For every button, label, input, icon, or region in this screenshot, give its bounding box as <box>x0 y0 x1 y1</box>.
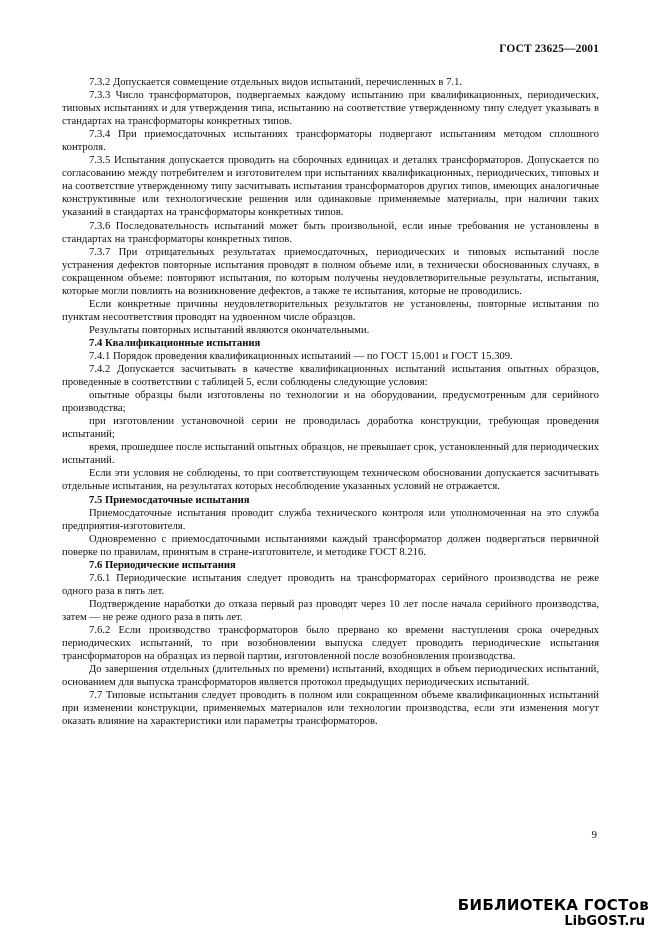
paragraph-7-5-service: Приемосдаточные испытания проводит служба технического контроля или уполномоченная на это служба предприятия-изготовителя. <box>62 507 599 532</box>
paragraph-7-3-6: 7.3.6 Последовательность испытаний может быть произвольной, если иные требования не установлены в стандартах на трансформаторы конкретных типов. <box>62 220 599 245</box>
paragraph-7-3-4: 7.3.4 При приемосдаточных испытаниях трансформаторы подвергают испытаниям методом сплошного контроля. <box>62 129 599 154</box>
paragraph-7-3-3: 7.3.3 Число трансформаторов, подвергаемых каждому испытанию при квалификационных, периодических, типовых испытаниях и для утверждения типа, испытанию на соответствие утвержденному типу следует указывать в стандартах на трансформаторы конкретных типов. <box>62 90 599 128</box>
paragraph-7-3-5: 7.3.5 Испытания допускается проводить на сборочных единицах и деталях трансформаторов. Допускается по согласованию между потребителем и изготовителем при испытаниях квалификационных, периодических, типовых и на соответствие утвержденному типу засчитывать испытания трансформаторов других типов, имеющих аналогичные конструктивные или технологические решения или одинаковые применяемые материалы, при наличии таких указаний в стандартах на трансформаторы конкретных типов. <box>62 155 599 219</box>
paragraph-mtbf-confirmation: Подтверждение наработки до отказа первый раз проводят через 10 лет после начала серийного производства, затем — не реже одного раза в пять лет. <box>62 598 599 623</box>
paragraph-7-4-2: 7.4.2 Допускается засчитывать в качестве квалификационных испытаний испытания опытных образцов, проведенные в соответствии с таблицей 5, если соблюдены следующие условия: <box>62 364 599 389</box>
paragraph-7-7: 7.7 Типовые испытания следует проводить в полном или сокращенном объеме квалификационных испытаний при изменении конструкции, применяемых материалов или технологии производства, если эти изменения могут оказать влияние на характеристики или параметры трансформаторов. <box>62 690 599 728</box>
section-heading-7-5: 7.5 Приемосдаточные испытания <box>89 494 250 506</box>
paragraph-7-3-7: 7.3.7 При отрицательных результатах приемосдаточных, периодических и типовых испытаний после устранения дефектов повторные испытания проводят в полном объеме или, в технически обоснованных случаях, в сокращенном объеме: повторяют испытания, по которым получены неудовлетворительные результаты, испытания, которые могли повлиять на возникновение дефектов, а также те испытания, которые не проводились. <box>62 246 599 297</box>
library-watermark[interactable] <box>458 896 649 930</box>
paragraph-7-5-verification: Одновременно с приемосдаточными испытаниями каждый трансформатор должен подвергаться первичной поверке по правилам, принятым в стране-изготовителе, и методике ГОСТ 8.216. <box>62 533 599 558</box>
watermark-title: БИБЛИОТЕКА ГОСТов <box>457 896 649 914</box>
paragraph-condition-1: опытные образцы были изготовлены по технологии и на оборудовании, предусмотренным для серийного производства; <box>62 390 599 415</box>
document-header: ГОСТ 23625—2001 <box>499 43 599 55</box>
section-heading-7-6: 7.6 Периодические испытания <box>89 559 236 571</box>
paragraph-7-6-1: 7.6.1 Периодические испытания следует проводить на трансформаторах серийного производства не реже одного раза в пять лет. <box>62 572 599 597</box>
paragraph-condition-2: при изготовлении установочной серии не проводилась доработка конструкции, требующая проведения испытаний; <box>62 416 599 441</box>
paragraph-7-4-1: 7.4.1 Порядок проведения квалификационных испытаний — по ГОСТ 15.001 и ГОСТ 15.309. <box>89 350 513 362</box>
paragraph-7-6-2: 7.6.2 Если производство трансформаторов было прервано ко времени наступления срока очередных периодических испытаний, то при возобновлении выпуска следует проводить периодические испытания трансформаторов на образцах из первой партии, изготовленной после возобновления производства. <box>62 624 599 663</box>
paragraph-7-3-2: 7.3.2 Допускается совмещение отдельных видов испытаний, перечисленных в 7.1. <box>89 77 463 88</box>
paragraph-condition-3: время, прошедшее после испытаний опытных образцов, не превышает срок, установленный для периодических испытаний. <box>62 442 599 467</box>
section-heading-7-4: 7.4 Квалификационные испытания <box>89 337 261 349</box>
watermark-site-link[interactable]: LibGOST.ru <box>564 914 645 929</box>
page-number: 9 <box>591 829 597 841</box>
paragraph-long-tests: До завершения отдельных (длительных по времени) испытаний, входящих в объем периодических испытаний, основанием для выпуска трансформаторов является протокол предыдущих периодических испытаний. <box>62 664 599 689</box>
paragraph-repeat-tests: Если конкретные причины неудовлетворительных результатов не установлены, повторные испытания по пунктам несоответствия проводят на удвоенном числе образцов. <box>62 298 599 323</box>
paragraph-final-results: Результаты повторных испытаний являются окончательными. <box>89 324 370 336</box>
paragraph-conditions-not-met: Если эти условия не соблюдены, то при соответствующем техническом обосновании допускается засчитывать отдельные испытания, на результатах которых несоблюдение указанных условий не отражается. <box>62 468 599 493</box>
document-body <box>62 76 599 728</box>
